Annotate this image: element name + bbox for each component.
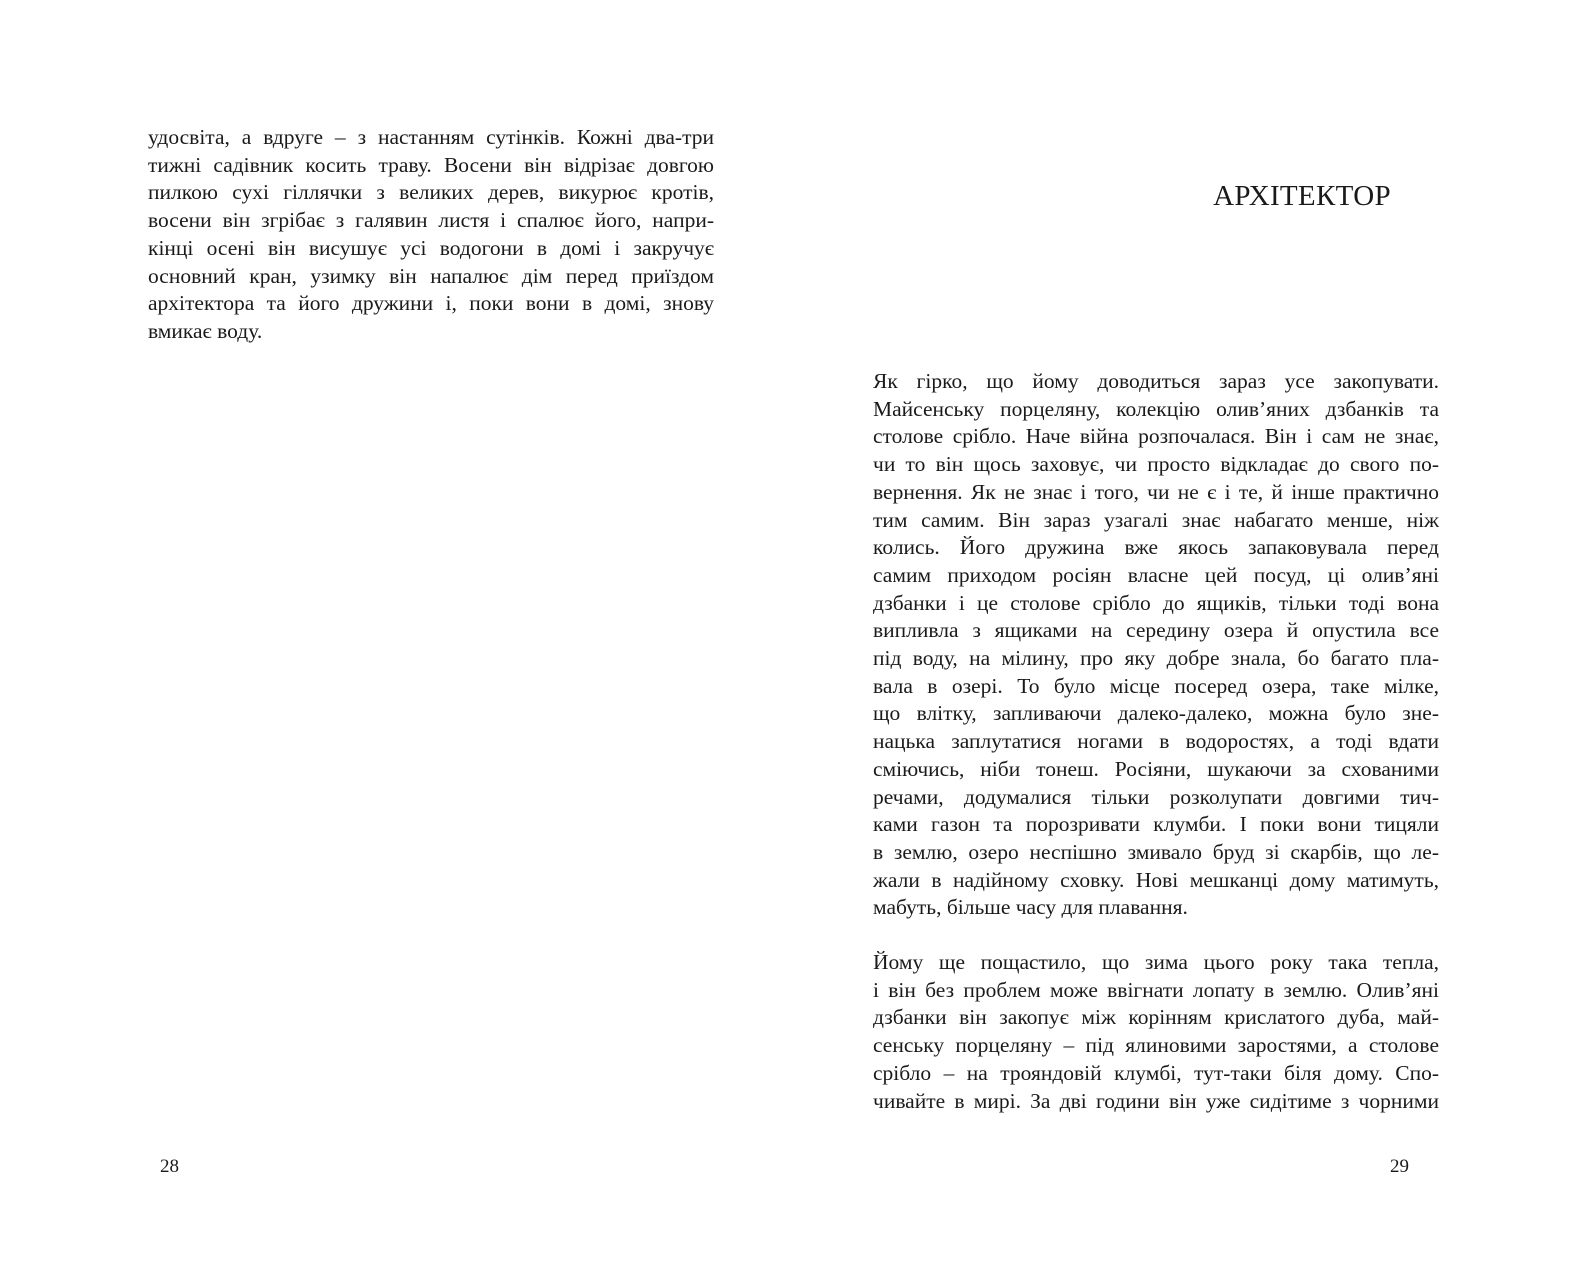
text-line: сміючись, ніби тонеш. Росіяни, шукаючи за схованими <box>873 756 1439 781</box>
text-line: архітектора та його дружини і, поки вони в домі, знову <box>148 291 714 316</box>
text-line: тим самим. Він зараз узагалі знає набагато менше, ніж <box>873 507 1439 532</box>
text-line: вернення. Як не знає і того, чи не є і те, й інше практично <box>873 479 1439 504</box>
chapter-title: АРХІТЕКТОР <box>1213 180 1391 212</box>
text-line: що влітку, запливаючи далеко-далеко, можна було зне- <box>873 701 1439 726</box>
text-line: мабуть, більше часу для плавання. <box>873 895 1188 920</box>
text-line: чи то він щось заховує, чи просто відкладає до свого по- <box>873 452 1439 477</box>
text-line: вала в озері. То було місце посеред озера, таке мілке, <box>873 673 1439 698</box>
text-line: тижні садівник косить траву. Восени він відрізає довгою <box>148 152 714 177</box>
text-line: жали в надійному сховку. Нові мешканці дому матимуть, <box>873 867 1439 892</box>
text-line: самим приходом росіян власне цей посуд, ці олив’яні <box>873 562 1439 587</box>
text-line: і він без проблем може ввігнати лопату в землю. Олив’яні <box>873 977 1439 1002</box>
text-line: сенську порцеляну – під ялиновими заростями, а столове <box>873 1033 1439 1058</box>
text-line: пилкою сухі гіллячки з великих дерев, викурює кротів, <box>148 180 714 205</box>
text-line: Як гірко, що йому доводиться зараз усе закопувати. <box>873 369 1439 393</box>
right-page <box>797 0 1594 1287</box>
text-line: речами, додумалися тільки розколупати довгими тич- <box>873 784 1439 809</box>
text-line: колись. Його дружина вже якось запаковувала перед <box>873 535 1439 560</box>
text-line: срібло – на трояндовій клумбі, тут-таки біля дому. Спо- <box>873 1060 1439 1085</box>
text-line: ками газон та порозривати клумби. І поки вони тицяли <box>873 812 1439 837</box>
text-line: Майсенську порцеляну, колекцію олив’яних дзбанків та <box>873 396 1439 421</box>
text-line: випливла з ящиками на середину озера й опустила все <box>873 618 1439 643</box>
text-line: Йому ще пощастило, що зима цього року така тепла, <box>873 950 1439 974</box>
text-line: дзбанки він закопує між корінням крислатого дуба, май- <box>873 1005 1439 1030</box>
text-line: під воду, на мілину, про яку добре знала, бо багато пла- <box>873 646 1439 671</box>
page-number-right: 29 <box>1390 1156 1409 1177</box>
paragraph-2 <box>873 949 1439 1115</box>
text-line: столове срібло. Наче війна розпочалася. Він і сам не знає, <box>873 424 1439 449</box>
left-page-text <box>148 124 714 346</box>
text-line: нацька заплутатися ногами в водоростях, а тоді вдати <box>873 729 1439 754</box>
text-line: восени він згрібає з галявин листя і спалює його, напри- <box>148 208 714 233</box>
text-line: дзбанки і це столове срібло до ящиків, тільки тоді вона <box>873 590 1439 615</box>
text-line: удосвіта, а вдруге – з настанням сутінків. Кожні два-три <box>148 125 714 149</box>
paragraph-1 <box>873 368 1439 922</box>
text-line: вмикає воду. <box>148 318 263 343</box>
page-number-left: 28 <box>160 1156 179 1177</box>
text-line: основний кран, узимку він напалює дім перед приїздом <box>148 263 714 288</box>
text-line: в землю, озеро неспішно змивало бруд зі скарбів, що ле- <box>873 839 1439 864</box>
text-line: чивайте в мирі. За дві години він уже сидітиме з чорними <box>873 1088 1439 1113</box>
text-line: кінці осені він висушує усі водогони в домі і закручує <box>148 235 714 260</box>
